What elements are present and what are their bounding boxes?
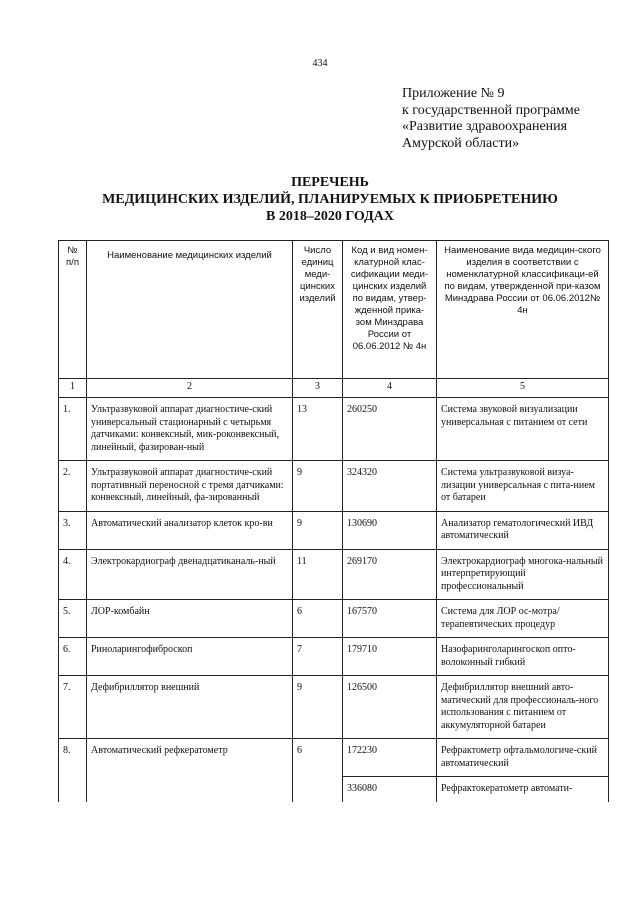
column-number: 4 [343,379,437,398]
column-number: 5 [437,379,609,398]
table-row [59,398,609,461]
cell-number: 4. [59,549,87,600]
table-row [59,600,609,638]
table-row [59,511,609,549]
table-row [59,739,609,777]
column-number: 3 [293,379,343,398]
cell-number: 8. [59,739,87,777]
cell-number [59,777,87,802]
title-line: МЕДИЦИНСКИХ ИЗДЕЛИЙ, ПЛАНИРУЕМЫХ К ПРИОБРЕТЕНИЮ [102,192,558,207]
table-row [59,777,609,802]
cell-code: 269170 [343,549,437,600]
cell-quantity: 11 [293,549,343,600]
cell-kind: Электрокардиограф многока-нальный интерпретирующий профессиональный [437,549,609,600]
cell-device-name [87,777,293,802]
cell-number: 5. [59,600,87,638]
cell-kind: Система звуковой визуализации универсальная с питанием от сети [437,398,609,461]
column-number: 1 [59,379,87,398]
cell-device-name: Автоматический рефкератометр [87,739,293,777]
cell-code: 167570 [343,600,437,638]
cell-quantity [293,777,343,802]
cell-quantity: 13 [293,398,343,461]
cell-code: 126500 [343,676,437,739]
cell-kind: Рефрактометр офтальмологиче-ский автоматический [437,739,609,777]
cell-quantity: 9 [293,511,343,549]
cell-code: 260250 [343,398,437,461]
appendix-line: к государственной программе [402,102,580,118]
cell-number: 7. [59,676,87,739]
column-number-row [59,379,609,398]
cell-device-name: ЛОР-комбайн [87,600,293,638]
cell-kind: Дефибриллятор внешний авто-матический для профессиональ-ного использования с питанием от аккумуляторной батареи [437,676,609,739]
cell-code: 179710 [343,638,437,676]
cell-quantity: 7 [293,638,343,676]
table-row [59,638,609,676]
cell-quantity: 6 [293,600,343,638]
cell-device-name: Ультразвуковой аппарат диагностиче-ский портативный переносной с тремя датчиками: конвексный, линейный, фа-зированный [87,461,293,512]
cell-code: 324320 [343,461,437,512]
table-header-row [59,241,609,379]
cell-quantity: 6 [293,739,343,777]
devices-table [58,240,609,802]
cell-kind: Назофаринголарингоскоп опто-волоконный гибкий [437,638,609,676]
cell-kind: Рефрактокератометр автомати- [437,777,609,802]
appendix-line: Приложение № 9 [402,86,505,101]
cell-device-name: Дефибриллятор внешний [87,676,293,739]
header-number: № п/п [59,241,87,379]
cell-code: 172230 [343,739,437,777]
cell-device-name: Электрокардиограф двенадцатиканаль-ный [87,549,293,600]
cell-code: 336080 [343,777,437,802]
table-row [59,461,609,512]
header-kind: Наименование вида медицин-ского изделия в соответствии с номенклатурной классификаци-ей по видам, утвержденной при-казом Минздрава России от 06.06.2012№ 4н [437,241,609,379]
cell-number: 6. [59,638,87,676]
cell-kind: Система ультразвуковой визуа-лизации универсальная с пита-нием от батареи [437,461,609,512]
cell-number: 3. [59,511,87,549]
cell-kind: Анализатор гематологический ИВД автоматический [437,511,609,549]
cell-code: 130690 [343,511,437,549]
table-row [59,676,609,739]
header-device-name: Наименование медицинских изделий [87,241,293,379]
table-row [59,549,609,600]
document-title [0,174,640,225]
appendix-line: «Развитие здравоохранения [402,119,568,134]
appendix-line: Амурской области» [402,135,520,151]
cell-device-name: Автоматический анализатор клеток кро-ви [87,511,293,549]
appendix-note [402,86,580,152]
cell-number: 1. [59,398,87,461]
cell-kind: Система для ЛОР ос-мотра/терапевтических процедур [437,600,609,638]
title-line: В 2018–2020 ГОДАХ [266,209,394,224]
cell-device-name: Риноларингофиброскоп [87,638,293,676]
cell-quantity: 9 [293,676,343,739]
title-line: ПЕРЕЧЕНЬ [291,175,369,190]
column-number: 2 [87,379,293,398]
page-number: 434 [312,58,328,69]
cell-device-name: Ультразвуковой аппарат диагностиче-ский универсальный стационарный с четырьмя датчиками: конвексный, мик-роконвексный, линейный, фазирован-ный [87,398,293,461]
header-code: Код и вид номен-клатурной клас-сификации меди-цинских изделий по видам, утвер-жденной прика-зом Минздрава России от 06.06.2012 № 4н [343,241,437,379]
cell-quantity: 9 [293,461,343,512]
cell-number: 2. [59,461,87,512]
header-quantity: Число единиц меди-цинских изделий [293,241,343,379]
